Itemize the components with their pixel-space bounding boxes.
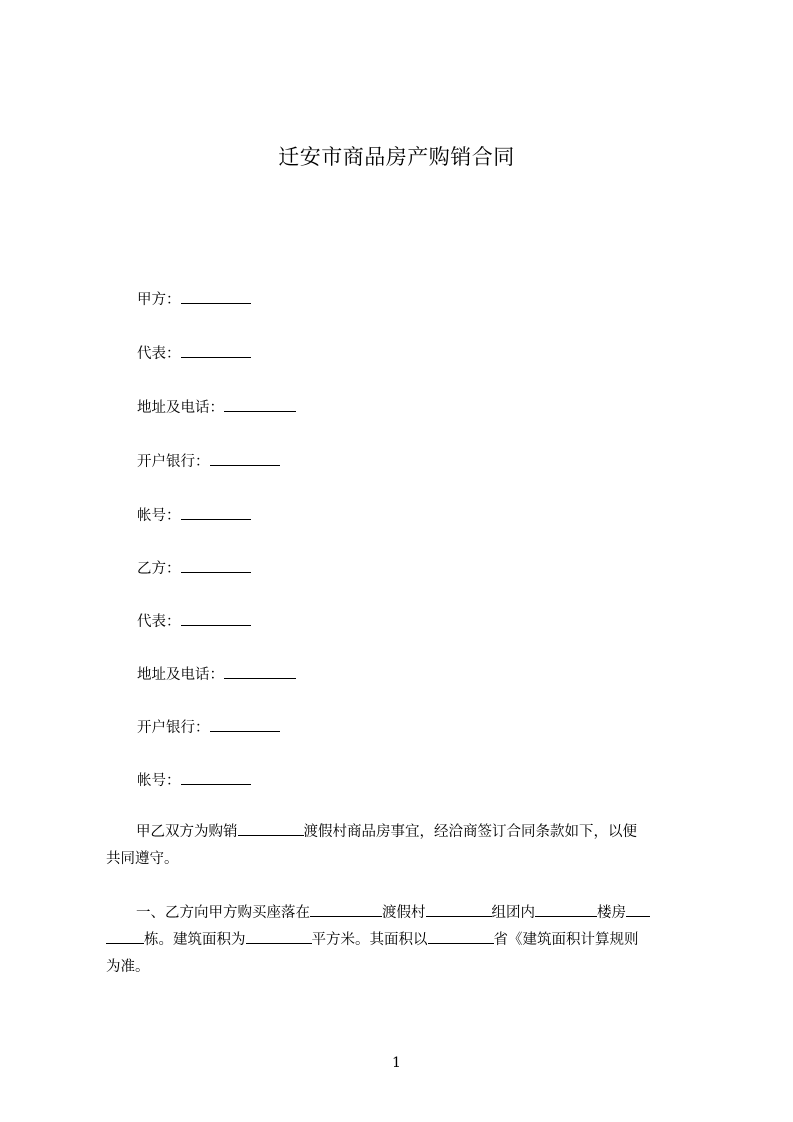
intro-paragraph [106,819,702,873]
clause-1-area-blank[interactable] [246,930,312,944]
party-a-name-blank[interactable] [181,290,251,304]
party-b-rep-blank[interactable] [181,612,251,626]
party-b-address-field [137,665,296,685]
party-a-rep-label: 代表： [137,346,181,362]
party-b-bank-field [137,718,280,738]
clause-1-text-3: 组团内 [491,905,535,921]
party-a-rep-blank[interactable] [181,344,251,358]
clause-1-village-blank[interactable] [426,903,492,917]
party-b-account-blank[interactable] [181,771,251,785]
party-a-bank-field [137,452,280,472]
clause-1-paragraph [106,900,702,981]
party-a-rep-field [137,344,251,364]
party-b-bank-blank[interactable] [210,718,280,732]
clause-1-text-4: 楼房 [597,905,626,921]
party-a-account-blank[interactable] [181,506,251,520]
party-b-rep-label: 代表： [137,614,181,630]
clause-1-text-7: 省《建筑面积计算规则 [493,932,639,948]
party-a-name-field [137,290,251,310]
clause-1-building-blank-a[interactable] [626,903,650,917]
clause-1-province-blank[interactable] [428,930,494,944]
party-a-account-field [137,506,251,526]
party-b-bank-label: 开户银行： [137,720,210,736]
clause-1-text-1: 一、乙方向甲方购买座落在 [136,905,310,921]
party-a-address-field [137,398,296,418]
party-a-address-blank[interactable] [224,398,296,412]
party-a-account-label: 帐号： [137,508,181,524]
party-b-address-label: 地址及电话： [137,667,224,683]
clause-1-building-blank-b[interactable] [106,930,144,944]
clause-1-text-6: 平方米。其面积以 [311,932,428,948]
intro-text-2: 渡假村商品房事宜，经洽商签订合同条款如下，以便 [303,824,637,840]
document-title: 迁安市商品房产购销合同 [278,145,515,169]
party-a-address-label: 地址及电话： [137,400,224,416]
intro-text-1: 甲乙双方为购销 [136,824,238,840]
clause-1-location-blank[interactable] [310,903,382,917]
party-b-address-blank[interactable] [224,665,296,679]
clause-1-text-5: 栋。建筑面积为 [144,932,246,948]
clause-1-text-2: 渡假村 [382,905,426,921]
intro-text-3: 共同遵守。 [106,851,179,867]
party-b-name-field [137,559,251,579]
party-a-name-label: 甲方： [137,292,181,308]
party-b-account-field [137,771,251,791]
party-b-name-label: 乙方： [137,561,181,577]
page-number: 1 [392,1055,401,1071]
party-b-rep-field [137,612,251,632]
intro-location-blank[interactable] [238,822,304,836]
clause-1-group-blank[interactable] [535,903,597,917]
party-b-account-label: 帐号： [137,773,181,789]
party-a-bank-blank[interactable] [210,452,280,466]
party-b-name-blank[interactable] [181,559,251,573]
party-a-bank-label: 开户银行： [137,454,210,470]
clause-1-text-8: 为准。 [106,959,150,975]
